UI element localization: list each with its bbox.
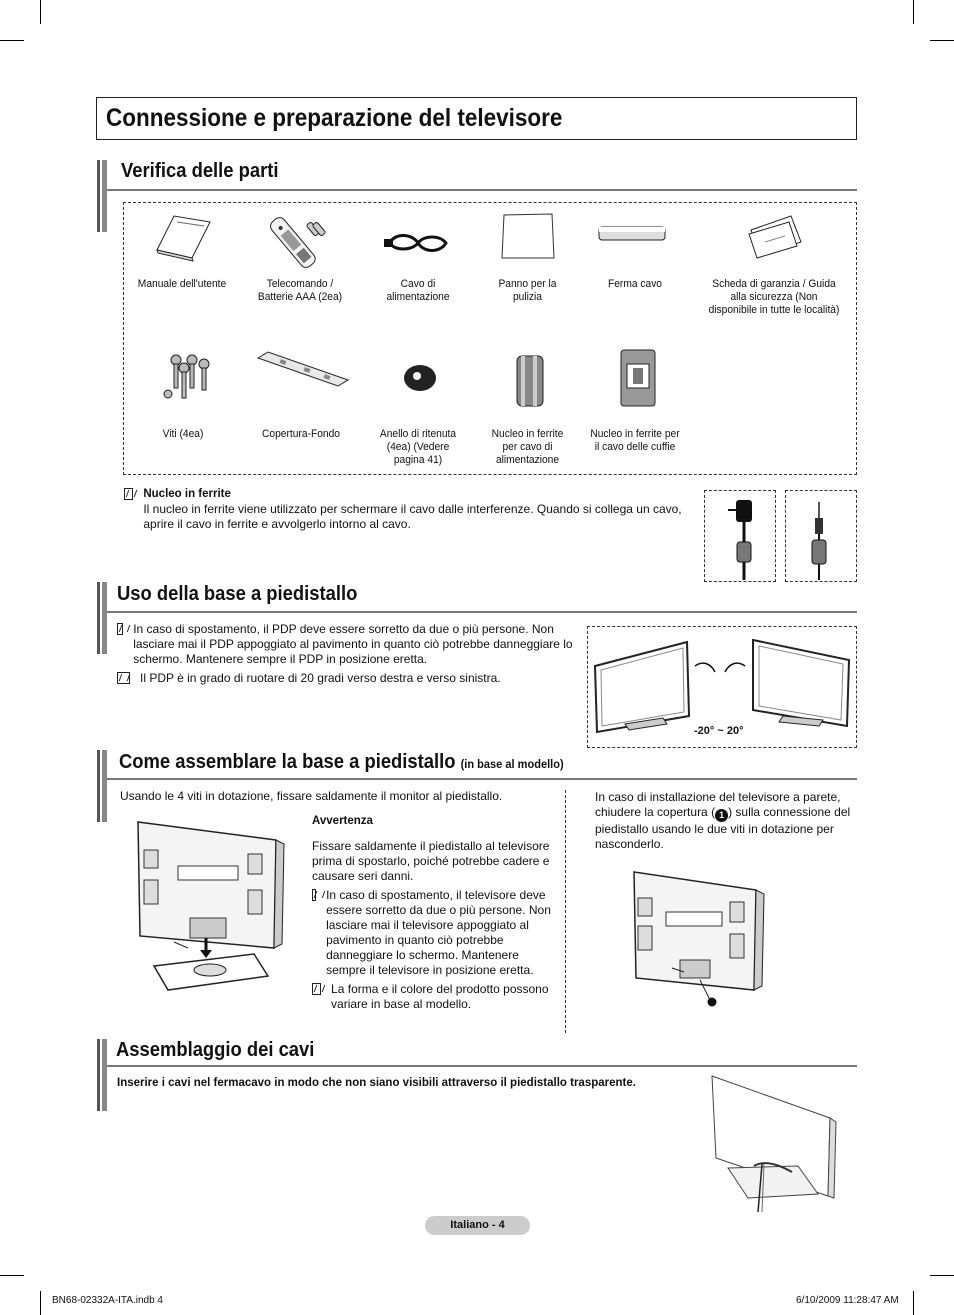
section-bar <box>97 582 107 654</box>
item-label: Cavo di alimentazione <box>386 278 450 303</box>
section-rule <box>107 189 857 191</box>
screws-icon <box>158 354 212 406</box>
cable-holder-icon <box>597 224 669 244</box>
bottom-cover-icon <box>254 350 349 388</box>
section-bar <box>97 750 107 822</box>
item-label: Nucleo in ferrite per il cavo delle cuffie <box>590 428 680 453</box>
item-label: Manuale dell'utente <box>137 278 227 290</box>
tv-back-stand-figure <box>134 818 294 998</box>
section-title-verifica: Verifica delle parti <box>121 160 279 182</box>
item-label: Nucleo in ferrite per cavo di alimentazione <box>491 428 564 466</box>
uso-note-2 <box>117 671 577 686</box>
note-icon <box>312 889 316 901</box>
note-text: In caso di spostamento, il PDP deve essere sorretto da due o più persone. Non lasciare mai il PDP appoggiato al pavimento in quanto ciò potrebbe danneggiare lo schermo. Mantenere sempre il PDP in posizione eretta. <box>133 622 573 666</box>
assemble-intro: Usando le 4 viti in dotazione, fissare saldamente il monitor al piedistallo. <box>120 789 503 803</box>
assemble-note-2 <box>312 982 562 1012</box>
item-label: Copertura-Fondo <box>262 428 340 440</box>
cable-assembly-text: Inserire i cavi nel fermacavo in modo che non siano visibili attraverso il piedistallo trasparente. <box>117 1077 636 1089</box>
warranty-card-icon <box>747 212 803 258</box>
note-text: La forma e il colore del prodotto possono variare in base al modello. <box>331 982 549 1011</box>
ferrite-core-headphone-icon <box>615 348 661 410</box>
ferrite-note <box>124 487 684 532</box>
warning-text: Fissare saldamente il piedistallo al televisore prima di spostarlo, poiché potrebbe cadere e causare seri danni. <box>312 839 550 883</box>
section-title-assemblare <box>119 751 564 774</box>
item-label: Ferma cavo <box>607 278 662 290</box>
section-bar <box>97 160 107 232</box>
item-label: Viti (4ea) <box>162 428 204 440</box>
note-text: Il nucleo in ferrite viene utilizzato per schermare il cavo dalle interferenze. Quando si collega un cavo, aprire il cavo in ferrite e avvolgerlo intorno al cavo. <box>143 502 682 531</box>
note-icon <box>312 983 321 995</box>
item-label: Panno per la pulizia <box>498 278 557 303</box>
cable-routing-figure <box>708 1072 840 1217</box>
wall-text-start: In caso di installazione del televisore a parete, chiudere la copertura ( <box>595 790 841 819</box>
ferrite-headphone-cable-figure <box>785 490 857 582</box>
page-number-badge: Italiano - 4 <box>425 1216 530 1235</box>
section-title-cavi: Assemblaggio dei cavi <box>116 1039 315 1061</box>
page-title: Connessione e preparazione del televisore <box>106 104 563 132</box>
item-label: Anello di ritenuta (4ea) (Vedere pagina 41) <box>379 428 457 466</box>
note-icon <box>124 488 133 500</box>
manual-icon <box>152 212 212 262</box>
footer-timestamp: 6/10/2009 11:28:47 AM <box>796 1295 899 1306</box>
wall-text-end: ) sulla connessione del piedistallo usando le due viti in dotazione per nasconderlo. <box>595 805 851 851</box>
page-title-box <box>96 97 857 140</box>
section-title-text: Come assemblare la base a piedistallo <box>119 751 456 773</box>
item-label: Telecomando / Batterie AAA (2ea) <box>257 278 343 303</box>
section-title-uso: Uso della base a piedistallo <box>117 583 358 605</box>
uso-note-1 <box>117 622 577 667</box>
section-subtitle: (in base al modello) <box>460 757 564 771</box>
retaining-ring-icon <box>400 362 440 392</box>
power-cable-icon <box>384 225 454 259</box>
remote-control-icon <box>270 210 330 270</box>
footer-file: BN68-02332A-ITA.indb 4 <box>52 1295 163 1306</box>
note-text: Il PDP è in grado di ruotare di 20 gradi verso destra e verso sinistra. <box>140 671 501 685</box>
section-bar <box>97 1039 107 1111</box>
warning-title: Avvertenza <box>312 815 373 827</box>
note-text: In caso di spostamento, il televisore deve essere sorretto da due o più persone. Non lasciare mai il televisore appoggiato al pavimento in quanto ciò potrebbe danneggiare lo schermo. Mantenere sempre il televisore in posizione eretta. <box>326 888 551 977</box>
note-icon <box>117 623 123 635</box>
section-rule <box>107 778 857 780</box>
note-title: Nucleo in ferrite <box>143 488 231 500</box>
note-icon <box>117 672 130 684</box>
ferrite-power-cable-figure <box>704 490 776 582</box>
cover-marker: 1 <box>715 809 728 822</box>
wall-mount-text <box>595 790 857 852</box>
column-divider <box>565 790 566 1033</box>
assemble-note-1 <box>312 888 562 978</box>
cleaning-cloth-icon <box>500 212 556 260</box>
item-label: Scheda di garanzia / Guida alla sicurezza (Non disponibile in tutte le località) <box>708 278 840 316</box>
tv-back-cover-figure <box>630 868 770 1013</box>
ferrite-core-power-icon <box>513 352 547 410</box>
section-rule <box>107 611 857 613</box>
section-rule <box>107 1065 857 1067</box>
rotation-label: -20° ~ 20° <box>694 725 744 737</box>
